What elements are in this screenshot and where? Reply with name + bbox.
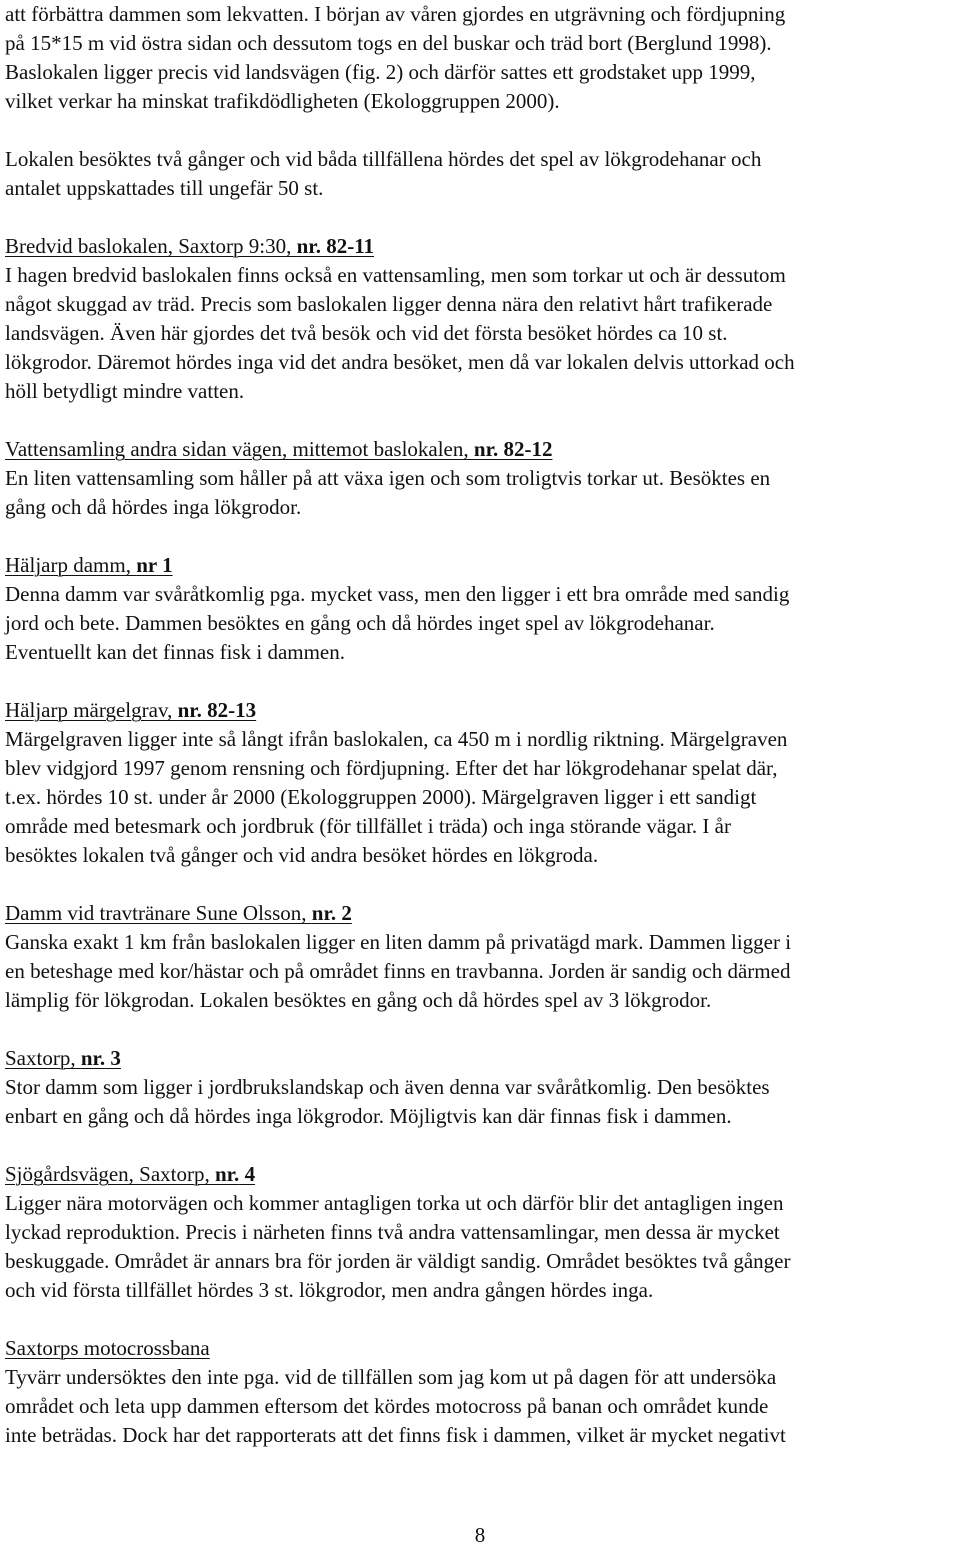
text-line: att förbättra dammen som lekvatten. I början av våren gjordes en utgrävning och fördjupning (5, 2, 786, 26)
section-heading (5, 551, 955, 580)
section-heading (5, 696, 955, 725)
section-heading (5, 1160, 955, 1189)
text-line: Märgelgraven ligger inte så långt ifrån baslokalen, ca 450 m i nordlig riktning. Märgelgraven (5, 727, 788, 751)
text-line: lyckad reproduktion. Precis i närheten finns två andra vattensamlingar, men dessa är mycket (5, 1220, 780, 1244)
section-damm-vid-travtranare (5, 899, 955, 1015)
section-heading-nr: nr (136, 553, 157, 577)
text-line: lämplig för lökgrodan. Lokalen besöktes en gång och då hördes spel av 3 lökgrodor. (5, 988, 712, 1012)
text-line: Ligger nära motorvägen och kommer antagligen torka ut och därför blir det antagligen ingen (5, 1191, 784, 1215)
text-line: området och leta upp dammen eftersom det kördes motocross på banan och området kunde (5, 1394, 769, 1418)
section-heading-nr: nr. (80, 1046, 106, 1070)
visit-note-paragraph (5, 145, 955, 203)
intro-paragraph (5, 0, 955, 116)
section-heading-nr: nr. (214, 1162, 240, 1186)
section-heading-title: Saxtorps motocrossbana (5, 1336, 210, 1360)
section-heading-title: Saxtorp, (5, 1046, 81, 1070)
section-heading (5, 435, 955, 464)
text-line: område med betesmark och jordbruk (för tillfället i träda) och inga störande vägar. I år (5, 814, 731, 838)
section-heading-number: 82-11 (320, 234, 375, 258)
text-line: blev vidgjord 1997 genom rensning och fördjupning. Efter det har lökgrodehanar spelat där, (5, 756, 778, 780)
section-saxtorps-motocrossbana (5, 1334, 955, 1450)
text-line: vilket verkar ha minskat trafikdödligheten (Ekologgruppen 2000). (5, 89, 560, 113)
section-heading-nr: nr. (177, 698, 202, 722)
section-heading-title: Damm vid travtränare Sune Olsson, (5, 901, 312, 925)
text-line: Tyvärr undersöktes den inte pga. vid de tillfällen som jag kom ut på dagen för att undersöka (5, 1365, 777, 1389)
section-haljarp-margelgrav (5, 696, 955, 870)
text-line: gång och då hördes inga lökgrodor. (5, 495, 302, 519)
text-line: Baslokalen ligger precis vid landsvägen (fig. 2) och därför sattes ett grodstaket upp 1999, (5, 60, 756, 84)
section-vattensamling-andra-sidan (5, 435, 955, 522)
text-line: landsvägen. Även här gjordes det två besök och vid det första besöket hördes ca 10 st. (5, 321, 728, 345)
text-line: Lokalen besöktes två gånger och vid båda tillfällena hördes det spel av lökgrodehanar och (5, 147, 762, 171)
section-heading-number: 82-12 (498, 437, 553, 461)
section-heading-number: 1 (156, 553, 173, 577)
section-saxtorp (5, 1044, 955, 1131)
section-heading-title: Sjögårdsvägen, Saxtorp, (5, 1162, 215, 1186)
text-line: höll betydligt mindre vatten. (5, 379, 245, 403)
section-heading-title: Vattensamling andra sidan vägen, mittemot baslokalen, (5, 437, 474, 461)
text-line: en beteshage med kor/hästar och på området finns en travbanna. Jorden är sandig och därmed (5, 959, 791, 983)
page-number: 8 (474, 1523, 486, 1547)
section-heading-number: 3 (105, 1046, 121, 1070)
section-heading-number: 4 (239, 1162, 256, 1186)
text-line: Eventuellt kan det finnas fisk i dammen. (5, 640, 345, 664)
text-line: på 15*15 m vid östra sidan och dessutom togs en del buskar och träd bort (Berglund 1998). (5, 31, 772, 55)
section-heading (5, 899, 955, 928)
section-heading-title: Häljarp märgelgrav, (5, 698, 178, 722)
document-page (5, 0, 955, 1479)
section-heading-number: 82-13 (201, 698, 257, 722)
section-bredvid-baslokalen (5, 232, 955, 406)
section-sjogardsvagen (5, 1160, 955, 1305)
text-line: besöktes lokalen två gånger och vid andra besöket hördes en lökgroda. (5, 843, 599, 867)
text-line: och vid första tillfället hördes 3 st. lökgrodor, men andra gången hördes inga. (5, 1278, 654, 1302)
text-line: Stor damm som ligger i jordbrukslandskap och även denna var svåråtkomlig. Den besöktes (5, 1075, 770, 1099)
text-line: jord och bete. Dammen besöktes en gång och då hördes inget spel av lökgrodehanar. (5, 611, 715, 635)
section-heading (5, 1334, 955, 1363)
text-line: Ganska exakt 1 km från baslokalen ligger en liten damm på privatägd mark. Dammen ligger i (5, 930, 792, 954)
section-heading-title: Häljarp damm, (5, 553, 137, 577)
text-line: t.ex. hördes 10 st. under år 2000 (Ekologgruppen 2000). Märgelgraven ligger i ett sandigt (5, 785, 757, 809)
section-heading-title: Bredvid baslokalen, Saxtorp 9:30, (5, 234, 297, 258)
section-heading (5, 232, 955, 261)
text-line: inte beträdas. Dock har det rapporterats att det finns fisk i dammen, vilket är mycket negativt (5, 1423, 786, 1447)
section-heading-nr: nr. (311, 901, 337, 925)
text-line: antalet uppskattades till ungefär 50 st. (5, 176, 324, 200)
text-line: I hagen bredvid baslokalen finns också en vattensamling, men som torkar ut och är dessutom (5, 263, 786, 287)
section-haljarp-damm (5, 551, 955, 667)
section-heading-nr: nr. (473, 437, 499, 461)
text-line: En liten vattensamling som håller på att växa igen och som troligtvis torkar ut. Besöktes en (5, 466, 771, 490)
section-heading-number: 2 (336, 901, 352, 925)
text-line: enbart en gång och då hördes inga lökgrodor. Möjligtvis kan där finnas fisk i dammen. (5, 1104, 732, 1128)
section-heading-nr: nr. (296, 234, 321, 258)
text-line: Denna damm var svåråtkomlig pga. mycket vass, men den ligger i ett bra område med sandig (5, 582, 790, 606)
text-line: beskuggade. Området är annars bra för jorden är väldigt sandig. Området besöktes två gånger (5, 1249, 791, 1273)
text-line: lökgrodor. Däremot hördes inga vid det andra besöket, men då var lokalen delvis uttorkad och (5, 350, 795, 374)
text-line: något skuggad av träd. Precis som baslokalen ligger denna nära den relativt hårt trafikerade (5, 292, 773, 316)
section-heading (5, 1044, 955, 1073)
